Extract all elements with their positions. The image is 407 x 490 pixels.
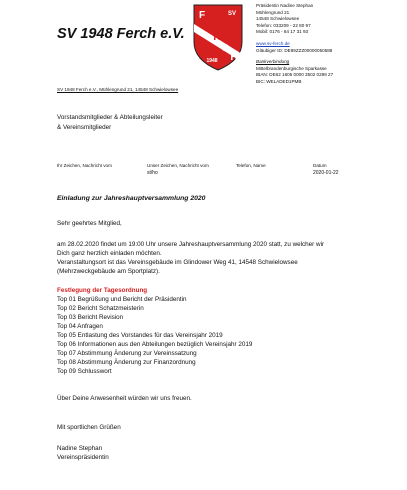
logo-letter-r: R bbox=[213, 32, 221, 43]
agenda-block bbox=[57, 286, 252, 376]
contact-phone: Telefon: 033209 - 22 80 97 bbox=[256, 22, 311, 28]
agenda-item: Top 08 Abstimmung Änderung zur Finanzordnung bbox=[57, 359, 196, 366]
ref-label-your-ref: Ihr Zeichen, Nachricht vom bbox=[57, 163, 112, 168]
club-logo bbox=[190, 2, 246, 72]
paragraph-line: (Mehrzweckgebäude am Sportplatz). bbox=[57, 268, 160, 275]
reference-values-row bbox=[0, 170, 407, 177]
logo-letter-h: H bbox=[230, 52, 238, 63]
reference-labels-row bbox=[0, 163, 407, 170]
letter-subject: Einladung zur Jahreshauptversammlung 2020 bbox=[57, 195, 206, 202]
contact-block bbox=[256, 3, 333, 86]
agenda-item: Top 07 Abstimmung Änderung zur Vereinssatzung bbox=[57, 350, 197, 357]
paragraph-line: Veranstaltungsort ist das Vereinsgebäude im Glindower Weg 41, 14548 Schwielowsee bbox=[57, 259, 298, 266]
agenda-item: Top 05 Entlastung des Vorstandes für das Vereinsjahr 2019 bbox=[57, 332, 223, 339]
greeting: Mit sportlichen Grüßen bbox=[57, 424, 121, 431]
bank-bic: BIC: WELADED1PMB bbox=[256, 78, 302, 84]
paragraph-line: Dich ganz herzlich einladen möchten. bbox=[57, 250, 162, 257]
ref-label-phone: Telefon, Name bbox=[236, 163, 266, 168]
ref-value-date: 2020-01-22 bbox=[313, 170, 339, 176]
agenda-item: Top 01 Begrüßung und Bericht der Präsidentin bbox=[57, 296, 187, 303]
logo-letter-f: F bbox=[198, 10, 206, 21]
signature-title: Vereinspräsidentin bbox=[57, 454, 109, 461]
ref-value-our-ref: st/ho bbox=[147, 170, 158, 176]
agenda-item: Top 02 Bericht Schatzmeisterin bbox=[57, 305, 144, 312]
closing-line: Über Deine Anwesenheit würden wir uns freuen. bbox=[57, 395, 192, 402]
sender-address-line: SV 1948 Ferch e.V., Mühlengrund 21, 14548 Schwielowsee bbox=[57, 87, 179, 92]
letter-paragraph bbox=[57, 240, 324, 276]
bank-iban: IBAN: DE62 1605 0000 3502 0298 27 bbox=[256, 72, 334, 78]
agenda-title: Festlegung der Tagesordnung bbox=[57, 287, 148, 294]
logo-year: 1948 bbox=[206, 58, 218, 64]
signature-block bbox=[57, 444, 109, 462]
logo-sv-text: SV bbox=[227, 11, 237, 17]
agenda-item: Top 06 Informationen aus den Abteilungen bezüglich Vereinsjahr 2019 bbox=[57, 341, 253, 348]
contact-mobile: Mobil: 0176 - 64 17 31 93 bbox=[256, 29, 309, 35]
agenda-item: Top 09 Schlusswort bbox=[57, 368, 112, 375]
agenda-item: Top 03 Bericht Revision bbox=[57, 314, 124, 321]
recipient-line-1: Vorstandsmitglieder & Abteilungsleiter bbox=[57, 114, 163, 121]
creditor-id: Gläubiger ID: DE89ZZZ00000050588 bbox=[256, 47, 333, 53]
logo-letter-e: E bbox=[205, 21, 213, 32]
logo-letter-c: C bbox=[221, 43, 229, 54]
ref-label-date: Datum bbox=[313, 163, 327, 168]
signature-name: Nadine Stephan bbox=[57, 445, 103, 452]
contact-city: 14548 Schwielowsee bbox=[256, 16, 300, 22]
bank-name: Mittelbrandenburgische Sparkasse bbox=[256, 65, 327, 71]
organization-name: SV 1948 Ferch e.V. bbox=[57, 26, 185, 42]
agenda-item: Top 04 Anfragen bbox=[57, 323, 103, 330]
recipient-block bbox=[57, 113, 163, 133]
bank-heading: Bankverbindung bbox=[256, 59, 290, 65]
paragraph-line: am 28.02.2020 findet um 19:00 Uhr unsere Jahreshauptversammlung 2020 statt, zu welcher wir bbox=[57, 241, 325, 248]
contact-role: Präsidentin Nadine Stephan bbox=[256, 3, 314, 8]
ref-label-our-ref: Unser Zeichen, Nachricht vom bbox=[147, 163, 209, 168]
recipient-line-2: & Vereinsmitglieder bbox=[57, 124, 112, 131]
contact-street: Mühlengrund 21 bbox=[256, 9, 290, 15]
website-link[interactable]: www.sv-ferch.de bbox=[256, 40, 290, 46]
salutation: Sehr geehrtes Mitglied, bbox=[57, 220, 122, 227]
